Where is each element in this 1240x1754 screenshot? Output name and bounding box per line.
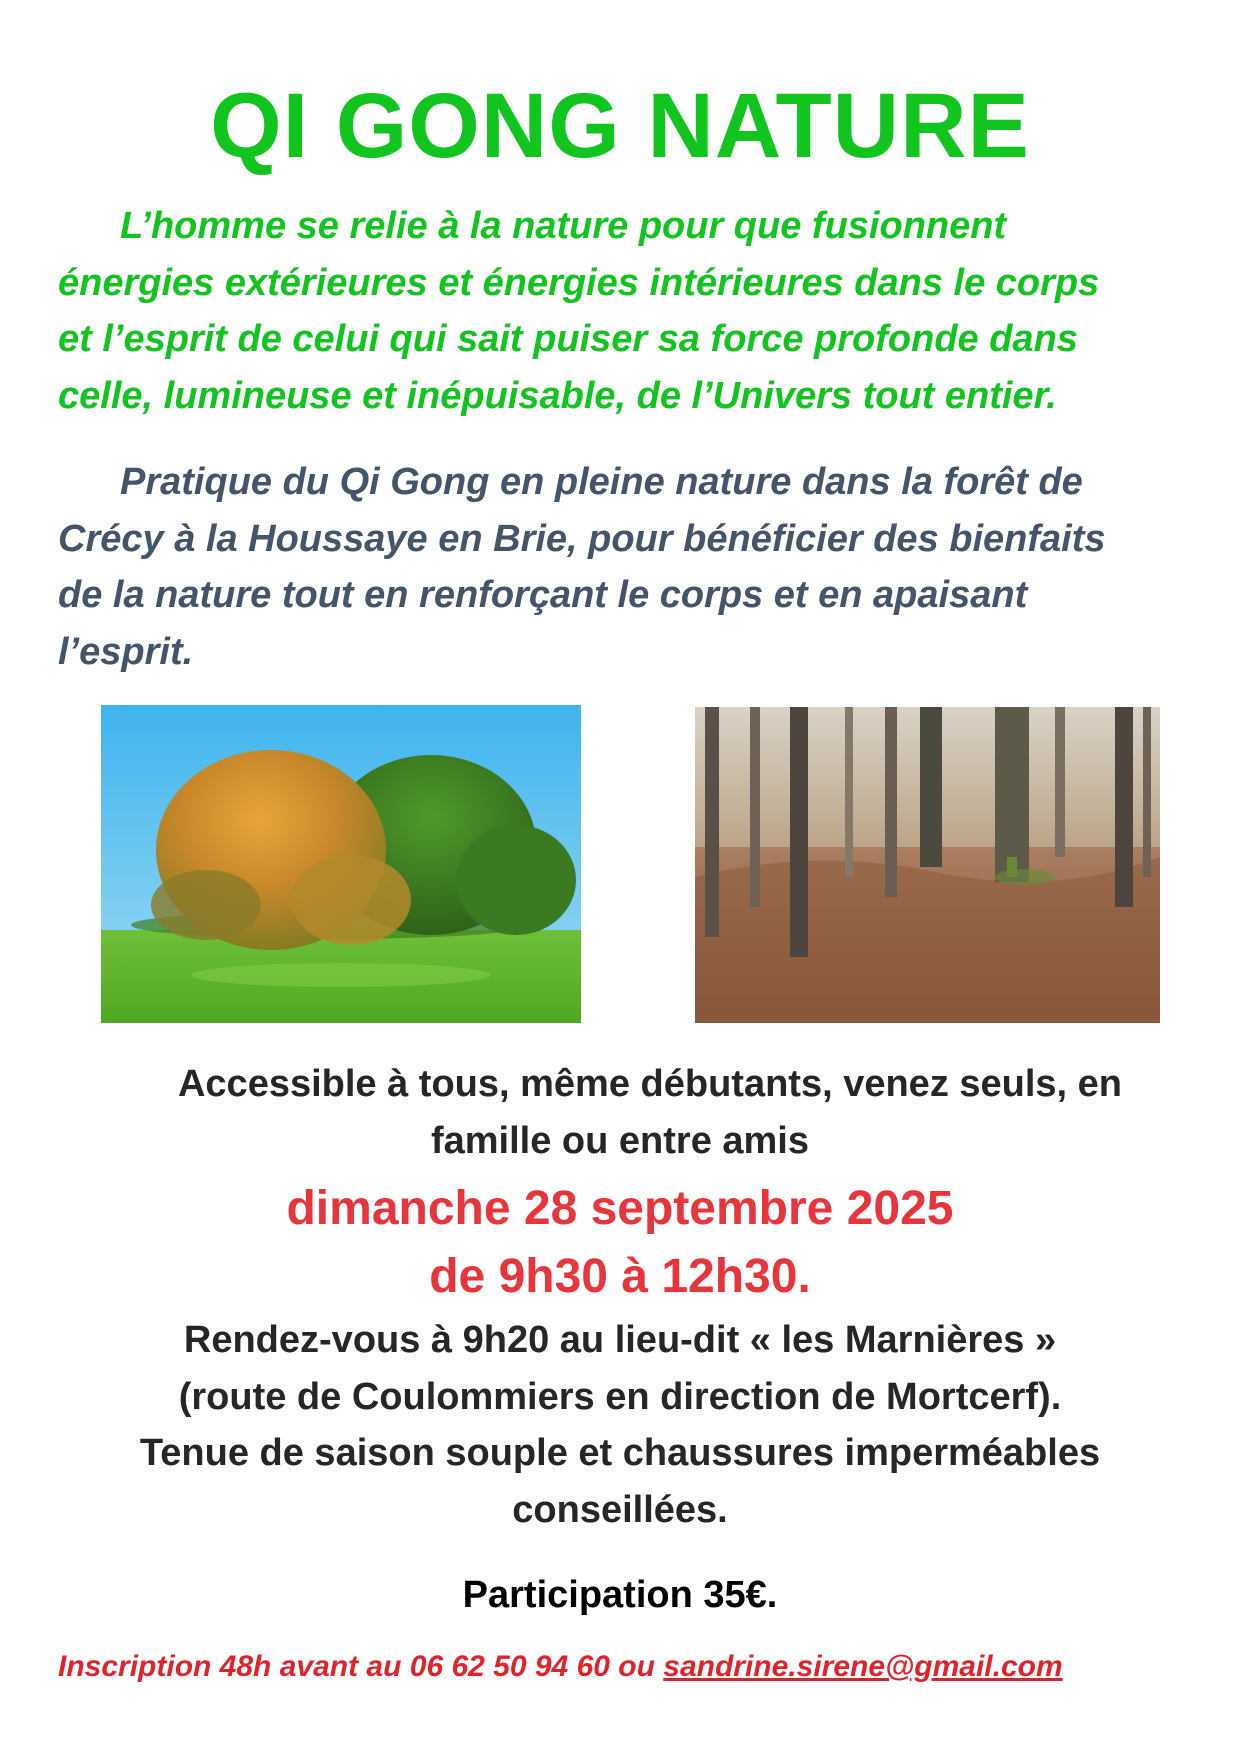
meeting-line: Tenue de saison souple et chaussures imperméables — [139, 1432, 1101, 1474]
intro-paragraph — [58, 198, 1099, 424]
participation-price: Participation 35€. — [462, 1574, 778, 1616]
meeting-info — [0, 1312, 1240, 1538]
accessibility-text — [0, 1056, 1240, 1170]
intro-line: énergies extérieures et énergies intérieures dans le corps — [58, 261, 1100, 304]
event-time: de 9h30 à 12h30. — [429, 1250, 811, 1303]
intro-line: L’homme se relie à la nature pour que fusionnent — [120, 205, 1007, 247]
inscription-text: Inscription 48h avant au 06 62 50 94 60 ou — [58, 1650, 664, 1683]
practice-line: l’esprit. — [58, 630, 194, 673]
autumn-forest-photo — [695, 707, 1160, 1023]
email-link[interactable]: sandrine.sirene@gmail.com — [663, 1650, 1063, 1683]
meeting-line: conseillées. — [512, 1488, 728, 1531]
accessibility-line: famille ou entre amis — [430, 1120, 809, 1162]
inscription-info — [58, 1650, 1063, 1684]
practice-line: Crécy à la Houssaye en Brie, pour bénéficier des bienfaits — [58, 517, 1106, 560]
meeting-line: (route de Coulommiers en direction de Mortcerf). — [178, 1375, 1062, 1418]
intro-line: et l’esprit de celui qui sait puiser sa force profonde dans — [58, 318, 1078, 360]
meadow-trees-photo — [101, 705, 581, 1023]
meeting-line: Rendez-vous à 9h20 au lieu-dit « les Marnières » — [183, 1319, 1057, 1361]
page-title: QI GONG NATURE — [210, 75, 1030, 177]
event-date: dimanche 28 septembre 2025 — [286, 1182, 954, 1235]
event-datetime — [0, 1175, 1240, 1311]
accessibility-line: Accessible à tous, même débutants, venez seuls, en — [177, 1063, 1123, 1105]
practice-line: Pratique du Qi Gong en pleine nature dans la forêt de — [120, 461, 1083, 503]
practice-paragraph — [58, 454, 1106, 680]
intro-line: celle, lumineuse et inépuisable, de l’Univers tout entier. — [58, 374, 1057, 417]
practice-line: de la nature tout en renforçant le corps et en apaisant — [58, 574, 1028, 616]
